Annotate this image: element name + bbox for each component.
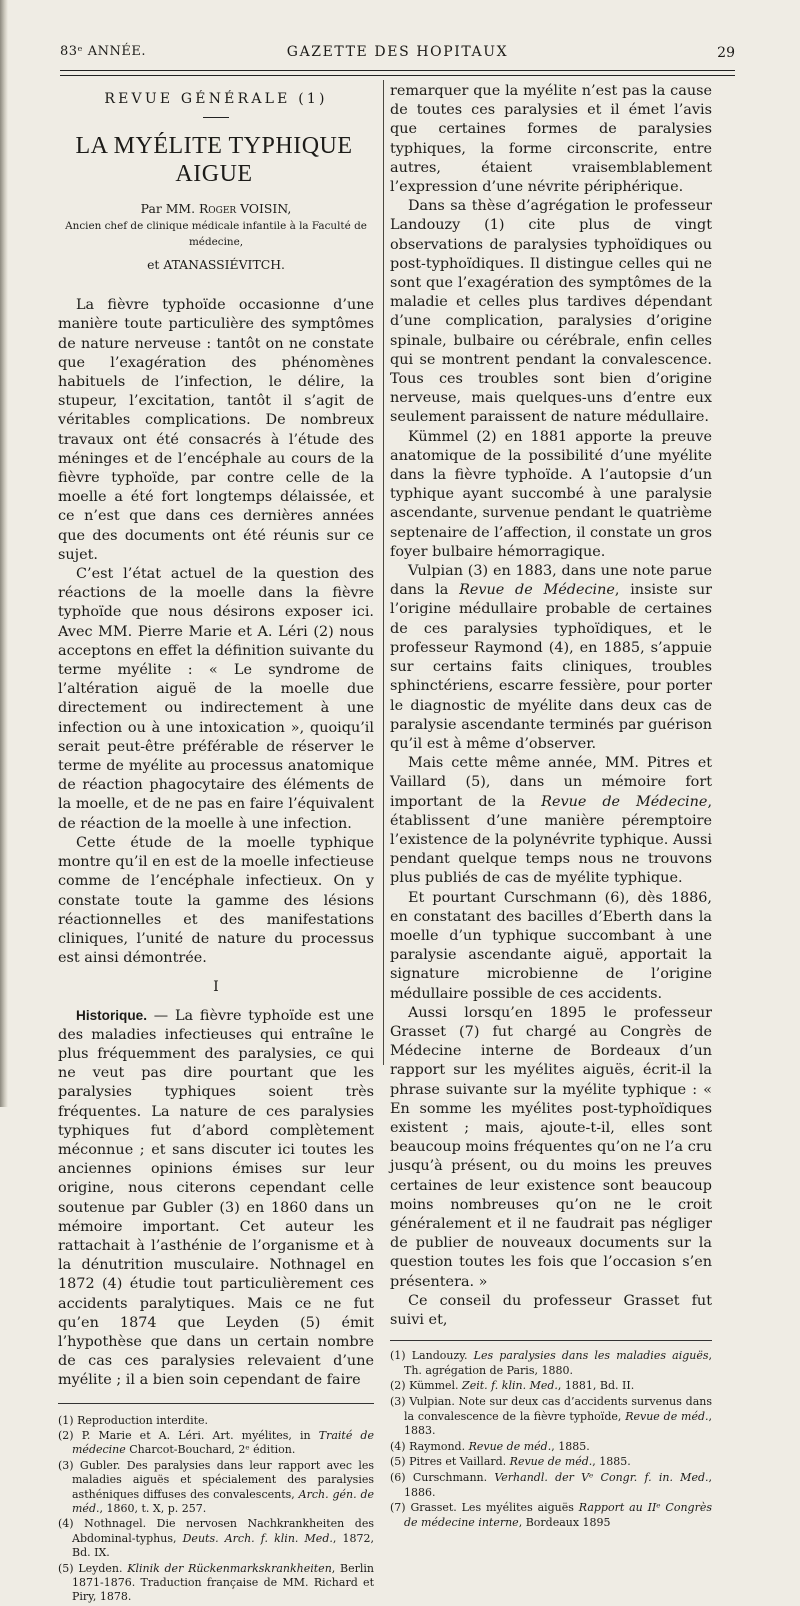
footnote-item: (6) Curschmann. Verhandl. der Vᵉ Congr. f. in. Med., 1886. (390, 1470, 712, 1499)
footnote-item: (4) Raymond. Revue de méd., 1885. (390, 1439, 590, 1453)
footnote-item: (5) Leyden. Klinik der Rückenmarkskrankheiten, Berlin 1871-1876. Traduction française de MM. Richard et Piry, 1878. (58, 1561, 374, 1604)
volume-label: 83ᵉ ANNÉE. (60, 44, 146, 59)
footnote-item: (3) Gubler. Des paralysies dans leur rapport avec les maladies aiguës et spécialement des paralysies asthéniques diffuses des convalescents, Arch. gén. de méd., 1860, t. X, p. 257. (58, 1458, 374, 1516)
curschmann-paragraph: Et pourtant Curschmann (6), dès 1886, en constatant des bacilles d’Eberth dans la moelle d’un typhique succombant à une paralysie ascendante aiguë, apportait la signature microbienne de l’origine médullaire possible de ces accidents. (390, 889, 712, 1002)
header-double-rule (60, 70, 735, 76)
grasset-paragraph: Aussi lorsqu’en 1895 le professeur Grasset (7) fut chargé au Congrès de Médecine interne de Bordeaux d’un rapport sur les myélites aiguës, écrit-il la phrase suivante sur la myélite typhique : « En somme les myélites post-typhoïdiques existent ; mais, ajoute-t-il, elles sont beaucoup moins fréquentes qu’on ne l’a cru jusqu’à présent, ou du moins les preuves certaines de leur existence sont beaucoup moins nombreuses qu’on ne le croit généralement et il ne faudrait pas négliger de publier de nouveaux documents sur la question toutes les fois que l’occasion s’en présentera. » (390, 1004, 712, 1290)
historique-paragraph (58, 1006, 374, 1391)
footnote-item: (5) Pitres et Vaillard. Revue de méd., 1885. (390, 1455, 631, 1469)
footnote-item: (1) Landouzy. Les paralysies dans les maladies aiguës, Th. agrégation de Paris, 1880. (390, 1349, 712, 1377)
footnote-item: (2) Kümmel. Zeit. f. klin. Med., 1881, Bd. II. (390, 1379, 635, 1393)
right-column (390, 82, 712, 1531)
author-affiliation: Ancien chef de clinique médicale infantile à la Faculté de médecine, (65, 220, 367, 249)
vulpian-paragraph: Vulpian (3) en 1883, dans une note parue dans la Revue de Médecine, insiste sur l’origine médullaire probable de certaines de ces paralysies typhoïdiques, et le professeur Raymond (4), en 1885, s’appuie sur certains faits cliniques, troubles sphinctériens, escarre fessière, pour porter le diagnostic de myélite dans deux cas de paralysie ascendante terminés par guérison qu’il est à même d’observer. (390, 563, 712, 752)
author-atanassievitch: et ATANASSIÉVITCH. (147, 257, 285, 273)
journal-name: GAZETTE DES HOPITAUX (286, 44, 509, 60)
definition-paragraph: C’est l’état actuel de la question des réactions de la moelle dans la fièvre typhoïde que nous désirons exposer ici. Avec MM. Pierre Marie et A. Léri (2) nous acceptons en effet la définition suivante du terme myélite : « Le syndrome de l’altération aiguë de la moelle due directement ou indirectement à une infection ou à une intoxication », quoiqu’il serait peut-être préférable de réserver le terme de myélite au processus anatomique de réaction phagocytaire des éléments de la moelle, et de ne pas en faire l’équivalent de réaction de la moelle à une infection. (58, 566, 374, 832)
article-title: LA MYÉLITE TYPHIQUE AIGUE (75, 133, 353, 188)
kummel-paragraph: Kümmel (2) en 1881 apporte la preuve anatomique de la possibilité d’une myélite dans la fièvre typhoïde. A l’autopsie d’un typhique ayant succombé à une paralysie ascendante, survenue pendant le quatrième septenaire de l’affection, il constate un gros foyer bulbaire hémorragique. (390, 428, 712, 560)
section-number: I (213, 979, 219, 996)
historique-text: — La fièvre typhoïde est une des maladies infectieuses qui entraîne le plus fréquemment des paralysies, ce qui ne veut pas dire pourtant que les paralysies typhiques soient très fréquentes. La nature de ces paralysies typhiques fut d’abord complètement méconnue ; et sans discuter ici toutes les anciennes opinions émises sur leur origine, nous citerons cependant celle soutenue par Gubler (3) en 1860 dans un mémoire important. Cet auteur les rattachait à l’asthénie de l’organisme et à la dénutrition musculaire. Nothnagel en 1872 (4) étudie tout particulièrement ces accidents paralytiques. Mais ce ne fut qu’en 1874 que Leyden (5) émit l’hypothèse que dans un certain nombre de cas ces paralysies relevaient d’une myélite ; il a bien soin cependant de faire (58, 1007, 375, 1389)
intro-paragraph: La fièvre typhoïde occasionne d’une manière toute particulière des symptômes de nature nerveuse : tantôt on ne constate que l’exagération des phénomènes habituels de l’infection, le délire, la stupeur, l’excitation, tantôt il s’agit de véritables complications. De nombreux travaux ont été consacrés à l’étude des méninges et de l’encéphale au cours de la fièvre typhoïde, par contre celle de la moelle a été fort longtemps délaissée, et ce n’est que dans ces dernières années que des documents ont été réunis sur ce sujet. (58, 297, 374, 563)
footnote-item: (2) P. Marie et A. Léri. Art. myélites, in Traité de médecine Charcot-Bouchard, 2ᵉ édition. (58, 1428, 374, 1457)
title-ornament-rule (203, 117, 229, 118)
journal-citation: Revue de Médecine (541, 793, 708, 810)
column-divider (383, 80, 384, 1065)
footnote-item: (1) Reproduction interdite. (58, 1413, 209, 1427)
continuation-paragraph: remarquer que la myélite n’est pas la cause de toutes ces paralysies et il émet l’avis que certaines formes de paralysies typhiques, la forme circonscrite, entre autres, étaient vraisemblablement l’expression d’une névrite périphérique. (390, 83, 712, 196)
left-footnotes (58, 1414, 374, 1605)
pitres-paragraph: Mais cette même année, MM. Pitres et Vaillard (5), dans un mémoire fort important de la Revue de Médecine, établissent d’une manière péremptoire l’existence de la polynévrite typhique. Aussi pendant quelque temps nous ne trouvons plus publiés de cas de myélite typhique. (390, 755, 713, 887)
byline (58, 200, 374, 218)
closing-paragraph: Ce conseil du professeur Grasset fut suivi et, (390, 1292, 712, 1328)
footnote-item: (7) Grasset. Les myélites aiguës Rapport au IIᵉ Congrès de médecine interne, Bordeaux 1895 (390, 1501, 712, 1529)
running-header (60, 44, 735, 66)
footnote-item: (4) Nothnagel. Die nervosen Nachkrankheiten des Abdominal-typhus, Deuts. Arch. f. klin. Med., 1872, Bd. IX. (58, 1517, 374, 1560)
author-voisin: Roger VOISIN, (198, 201, 292, 217)
journal-citation: Revue de Médecine (459, 582, 615, 599)
footnote-rule-right (390, 1340, 712, 1341)
page-number: 29 (717, 45, 735, 61)
byline-prefix: Par MM. (140, 201, 196, 217)
page-binding-edge (0, 0, 8, 1107)
left-column (58, 80, 374, 1606)
footnote-rule-left (58, 1403, 374, 1404)
scope-paragraph: Cette étude de la moelle typhique montre qu’il en est de la moelle infectieuse comme de l’encéphale infectieux. On y constate toute la gamme des lésions réactionnelles et des manifestations cliniques, l’unité de nature du processus est ainsi démontrée. (58, 834, 374, 967)
historique-heading: Historique. (76, 1007, 147, 1023)
right-footnotes (390, 1349, 712, 1530)
landouzy-paragraph: Dans sa thèse d’agrégation le professeur Landouzy (1) cite plus de vingt observations de paralysies typhoïdiques ou post-typhoïdiques. Il distingue celles qui ne sont que l’exagération des symptômes de la maladie et celles plus tardives dépendant d’une complication, paralysies d’origine spinale, bulbaire ou cérébrale, enfin celles qui se montrent pendant la convalescence. Tous ces troubles sont bien d’origine nerveuse, mais quelques-uns d’entre eux seulement paraissent de nature médullaire. (390, 198, 712, 426)
section-title: REVUE GÉNÉRALE (1) (104, 91, 328, 107)
footnote-item: (3) Vulpian. Note sur deux cas d’accidents survenus dans la convalescence de la fièvre typhoïde, Revue de méd., 1883. (390, 1394, 713, 1438)
